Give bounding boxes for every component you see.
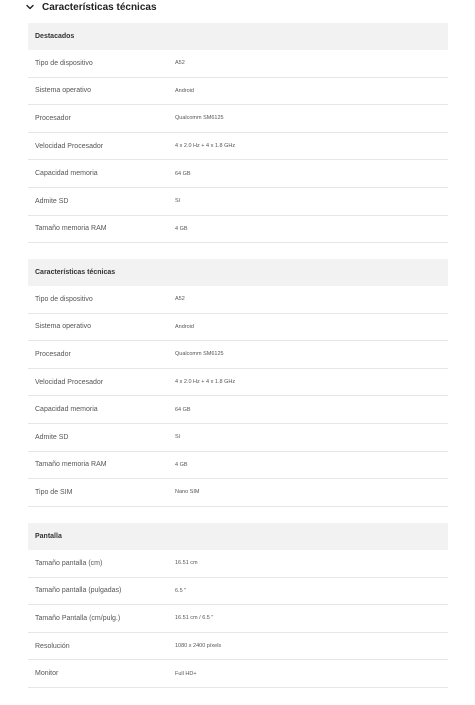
spec-value: 16.51 cm / 6.5 " <box>175 615 214 622</box>
section-title: Características técnicas <box>42 1 157 13</box>
spec-group-caracteristicas <box>28 259 448 507</box>
spec-row <box>28 424 448 452</box>
spec-label: Tipo de SIM <box>35 488 73 496</box>
spec-row <box>28 660 448 688</box>
spec-group-title: Destacados <box>28 23 448 50</box>
spec-label: Capacidad memoria <box>35 406 98 414</box>
spec-label: Tamaño Pantalla (cm/pulg.) <box>35 614 121 622</box>
spec-value: A52 <box>175 60 185 67</box>
spec-row <box>28 105 448 133</box>
spec-value: 64 GB <box>175 406 191 413</box>
spec-value: Qualcomm SM6125 <box>175 115 224 122</box>
spec-label: Tamaño pantalla (pulgadas) <box>35 587 122 595</box>
spec-label: Tamaño memoria RAM <box>35 461 107 469</box>
spec-label: Procesador <box>35 114 71 122</box>
spec-value: 6.5 " <box>175 587 187 594</box>
spec-label: Capacidad memoria <box>35 170 98 178</box>
spec-label: Velocidad Procesador <box>35 378 104 386</box>
spec-label: Monitor <box>35 670 59 678</box>
spec-label: Admite SD <box>35 197 69 205</box>
chevron-down-icon <box>26 3 34 11</box>
spec-row <box>28 188 448 216</box>
section-header-caracteristicas[interactable] <box>26 0 157 14</box>
spec-value: 4 x 2.0 Hz + 4 x 1.8 GHz <box>175 143 236 150</box>
spec-row <box>28 78 448 106</box>
spec-row <box>28 578 448 606</box>
spec-value: 64 GB <box>175 170 191 177</box>
spec-group-destacados <box>28 23 448 243</box>
spec-row <box>28 341 448 369</box>
spec-value: Android <box>175 87 194 94</box>
spec-row <box>28 396 448 424</box>
spec-value: Full HD+ <box>175 670 197 677</box>
spec-row <box>28 216 448 244</box>
spec-row <box>28 479 448 507</box>
spec-row <box>28 605 448 633</box>
spec-row <box>28 633 448 661</box>
spec-row <box>28 452 448 480</box>
spec-row <box>28 550 448 578</box>
spec-group-title: Características técnicas <box>28 259 448 286</box>
spec-label: Velocidad Procesador <box>35 142 104 150</box>
spec-label: Sistema operativo <box>35 323 92 331</box>
spec-value: Nano SIM <box>175 489 200 496</box>
spec-value: 4 GB <box>175 225 188 232</box>
spec-label: Tamaño memoria RAM <box>35 225 107 233</box>
spec-label: Tipo de dispositivo <box>35 295 93 303</box>
spec-value: 4 x 2.0 Hz + 4 x 1.8 GHz <box>175 379 236 386</box>
spec-label: Sistema operativo <box>35 87 92 95</box>
spec-label: Procesador <box>35 350 71 358</box>
spec-value: Sí <box>175 434 181 441</box>
spec-value: 16.51 cm <box>175 560 198 567</box>
spec-row <box>28 50 448 78</box>
spec-value: Android <box>175 323 194 330</box>
spec-value: Qualcomm SM6125 <box>175 351 224 358</box>
spec-row <box>28 160 448 188</box>
spec-label: Admite SD <box>35 433 69 441</box>
spec-value: 4 GB <box>175 461 188 468</box>
spec-row <box>28 286 448 314</box>
spec-value: 1080 x 2400 píxels <box>175 643 222 650</box>
spec-row <box>28 133 448 161</box>
spec-label: Tamaño pantalla (cm) <box>35 559 103 567</box>
spec-value: Sí <box>175 198 181 205</box>
spec-label: Resolución <box>35 642 70 650</box>
spec-row <box>28 369 448 397</box>
spec-label: Tipo de dispositivo <box>35 59 93 67</box>
spec-group-title: Pantalla <box>28 523 448 550</box>
spec-group-pantalla <box>28 523 448 688</box>
spec-value: A52 <box>175 296 185 303</box>
spec-row <box>28 314 448 342</box>
